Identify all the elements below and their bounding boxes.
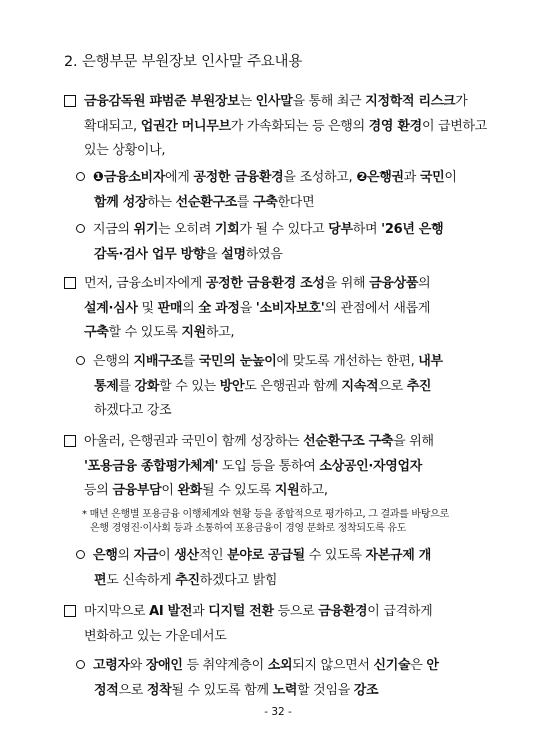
circle-bullet-icon [76,660,85,669]
text-bold: 노력 [272,682,298,698]
circle-bullet-icon [76,356,85,365]
text-bold: 소상공인·자영업자 [319,458,423,474]
text-bold: 정착 [146,682,172,698]
text: 하였음 [245,246,283,262]
text: 하고, [205,325,235,340]
text-bold: 국민 [419,170,445,185]
text: 등의 [84,483,113,498]
text: 이 [161,483,178,498]
square-bullet-icon [64,277,76,289]
text-bold: 은행권 [366,170,404,185]
text-bold: 안 [426,658,439,673]
text-bold: 강화 [134,378,160,394]
text-bold: 선순환구조 구축 [303,434,394,449]
text-bold: 소외 [267,658,293,673]
text: 을 위해 [324,276,370,291]
text-bold: 자금 [133,548,159,563]
footnote-line: 은행 경영진·이사회 등과 소통하여 포용금융이 경영 문화로 정착되도록 유도 [90,523,407,534]
text: 할 수 있도록 [108,325,182,340]
text: 이 [444,170,457,185]
text: 으로 [378,378,407,394]
text: 을 위해 [393,434,434,449]
text: 할 것임을 [297,682,354,698]
text-bold: 지정학적 리스크 [365,94,456,109]
text-bold: 기회 [214,222,240,237]
text-bold: ❶ [93,170,104,185]
paragraph-4 [64,600,504,649]
text: 과 [192,604,209,619]
text-bold: 금융소비자 [103,170,166,185]
text: 도입 등을 통하여 [218,458,320,474]
paragraph-3 [64,430,504,504]
text: 와 [129,658,146,673]
sub-item-3 [76,350,496,424]
text-bold: 함께 성장 [94,194,148,210]
text-bold: 지원 [181,325,206,340]
text-bold: 강조 [353,682,379,698]
sub-item-4 [76,544,496,593]
text-bold: 금융환경 [318,604,368,619]
text-bold: 고령자 [93,658,130,673]
text: 을 조성하고, [283,170,357,185]
text-bold: 선순환구조 [175,194,237,210]
sub-item-1 [76,166,496,215]
text: 가 [455,94,468,109]
text: 먼저, 금융소비자에게 [84,276,206,291]
text-bold: 정적 [94,682,119,698]
text-bold: 편 [94,572,107,588]
text: 이 [158,548,175,563]
text-bold: 내부 [418,354,443,369]
footnote [82,508,502,536]
text: 확대되고, [84,118,141,134]
paragraph-1 [64,90,504,164]
sub-item-5 [76,654,496,703]
text: 변화하고 있는 가운데서도 [84,628,227,644]
text-bold: 은행 [93,548,118,563]
text: 적인 [198,548,228,563]
text: 아울러, 은행권과 국민이 함께 성장하는 [84,434,304,449]
text-bold: '소비자보호' [255,300,325,316]
text: 으로 [118,682,147,698]
text: 을 [205,246,222,262]
text: 하는 [147,194,176,210]
text-bold: 퍄범준 부원장보 [149,94,240,109]
text: 하고, [299,483,328,498]
text-bold: 자본규제 개 [365,548,431,563]
text-bold: 국민의 눈높이 [198,354,277,369]
text: 한다면 [277,194,315,210]
text: 되지 않으면서 [292,658,374,673]
text-bold: 금융부담 [112,483,162,498]
circle-bullet-icon [76,172,85,181]
text: 를 [118,378,135,394]
text-bold: 추진 [406,378,432,394]
text-bold: '포용금융 종합평가체계' [84,458,219,474]
text: 하겠다고 밝힘 [199,572,278,588]
text-bold: 생산 [174,548,199,563]
circle-bullet-icon [76,224,85,233]
text: 를 [182,354,199,369]
text: 지금의 [93,222,134,237]
text-bold: 공정한 금융환경 조성 [205,276,325,291]
text-bold: 디지털 전환 [208,604,274,619]
text: 의 [418,276,431,291]
paragraph-2 [64,272,504,346]
text: 의 [117,548,134,563]
text-bold: 판매 [157,300,183,316]
text: 이 급격하게 [367,604,433,619]
text: 가 가속화되는 등 은행의 [230,118,369,134]
text-bold: 공정한 금융환경 [193,170,284,185]
text-bold: AI 발전 [149,604,193,619]
text-bold: 全 과정 [198,300,240,316]
text-bold: 완화 [177,483,203,498]
text: 도 신속하게 [106,572,176,588]
text-bold: 감독·검사 업무 방향 [94,246,206,262]
text: 를 [236,194,254,210]
text: 마지막으로 [84,604,150,619]
footnote-line: * 매년 은행별 포용금융 이행체계와 현황 등을 종합적으로 평가하고, 그 결과를 바탕으로 [82,509,449,520]
section-heading: 2. 은행부문 부원장보 인사말 주요내용 [64,54,303,70]
text-bold: 경영 환경 [368,118,422,134]
text-bold: 금융감독원 [84,94,150,109]
text-bold: '26년 은행 [381,222,444,237]
text: 될 수 있도록 함께 [171,682,273,698]
text-bold: 설명 [221,246,246,262]
text: 은 [410,658,427,673]
text: 에 맞도록 개선하는 한편, [276,354,419,369]
page-number: - 32 - [264,706,292,718]
square-bullet-icon [64,605,76,617]
text: 하겠다고 강조 [94,403,172,418]
text-bold: 지속적 [341,378,379,394]
sub-item-2 [76,218,496,267]
text: 과 [403,170,420,185]
text: 가 될 수 있다고 [239,222,329,237]
text: 의 관점에서 새롭게 [324,300,431,316]
text-bold: 신기술 [373,658,411,673]
text: 할 수 있는 [159,378,220,394]
text-bold: 추진 [175,572,200,588]
text: 의 [182,300,199,316]
circle-bullet-icon [76,550,85,559]
text-bold: 인사말 [255,94,293,109]
text: 하며 [352,222,382,237]
text-bold: ❷ [356,170,367,185]
text: 및 [137,300,158,316]
text: 을 통해 최근 [292,94,366,109]
text: 을 [239,300,256,316]
text-bold: 지원 [274,483,300,498]
text: 은행의 [93,354,134,369]
text-bold: 구축 [253,194,278,210]
text: 는 [239,94,256,109]
text-bold: 금융상품 [369,276,419,291]
text-bold: 지배구조 [133,354,183,369]
text: 등 취약계층이 [182,658,268,673]
text: 는 오히려 [158,222,215,237]
text: 될 수 있도록 [202,483,275,498]
text-bold: 분야로 공급될 [227,548,305,563]
text: 에게 [165,170,194,185]
text-bold: 구축 [84,325,109,340]
text-bold: 설계·심사 [84,300,138,316]
square-bullet-icon [64,95,76,107]
text-bold: 방안 [219,378,245,394]
text-bold: 통제 [94,378,119,394]
text-bold: 업권간 머니무브 [140,118,231,134]
text-bold: 장애인 [145,658,183,673]
square-bullet-icon [64,435,76,447]
text: 있는 상황이나, [84,143,166,158]
text: 수 있도록 [304,548,366,563]
text-bold: 위기 [133,222,159,237]
text-bold: 당부 [328,222,353,237]
text: 등으로 [273,604,319,619]
text: 도 은행권과 함께 [244,378,342,394]
text: 이 급변하고 [421,118,488,134]
